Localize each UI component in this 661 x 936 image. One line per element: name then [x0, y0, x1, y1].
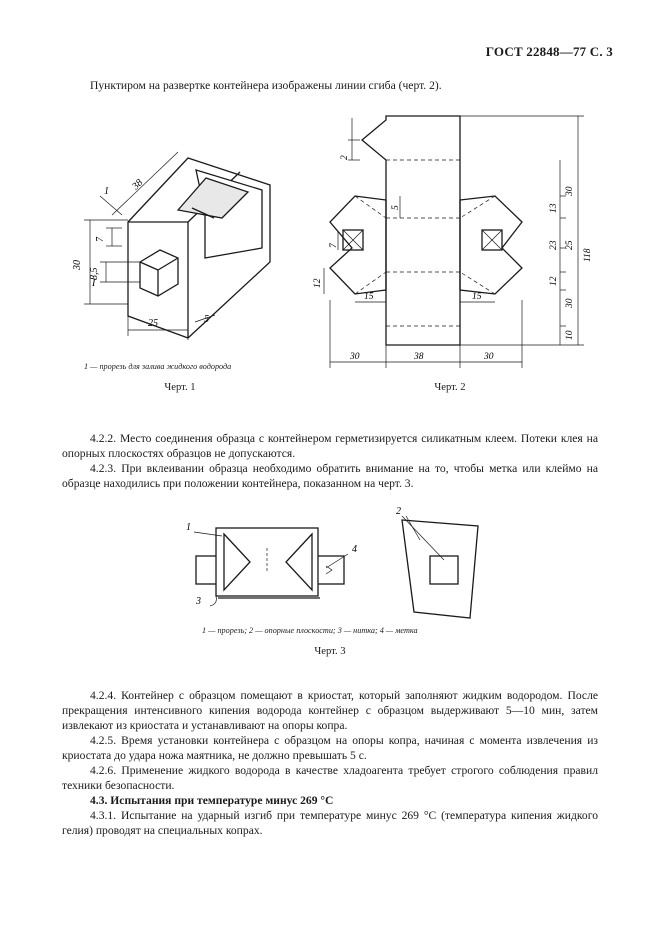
paragraph-4-2-4: 4.2.4. Контейнер с образцом помещают в криостат, который заполняют жидким водородом. После прекращения интенсивного кипения водорода контейнер с образцом выдерживают 5—10 мин, затем извлекают из криостата и устанавливают на опоры копра. — [62, 689, 598, 733]
paragraph-4-2-6: 4.2.6. Применение жидкого водорода в качестве хладоагента требует строгого соблюдения правил техники безопасности. — [62, 764, 598, 793]
fig2-dim-30-base-right: 30 — [484, 352, 494, 362]
fig1-dim-8-5: 8,5 — [89, 267, 100, 280]
fig2-dim-2: 2 — [340, 155, 350, 160]
fig3-label-1: 1 — [186, 522, 191, 533]
intro-paragraph: Пунктиром на развертке контейнера изображены линии сгиба (черт. 2). — [90, 79, 442, 92]
fig1-dim-30: 30 — [72, 260, 83, 270]
section-4-3-heading: 4.3. Испытания при температуре минус 269 °С — [90, 794, 334, 807]
fig2-dim-12-left: 12 — [313, 278, 323, 288]
fig2-dim-30-base-left: 30 — [350, 352, 360, 362]
fig2-dim-15-left: 15 — [364, 292, 374, 302]
fig2-dim-30-top: 30 — [565, 186, 575, 196]
fig1-label-i: I — [92, 278, 96, 289]
fig3-label-3: 3 — [196, 596, 201, 607]
fig1-dim-38: 38 — [130, 177, 146, 193]
figure-3-legend: 1 — прорезь; 2 — опорные плоскости; 3 — нитка; 4 — метка — [202, 626, 418, 635]
figure-2-caption: Черт. 2 — [434, 382, 466, 393]
fig2-dim-118: 118 — [583, 248, 593, 262]
figure-1-legend: 1 — прорезь для залива жидкого водорода — [84, 362, 232, 371]
fig2-dim-30-bottom: 30 — [565, 298, 575, 308]
fig2-dim-38-base: 38 — [414, 352, 424, 362]
fig2-dim-5: 5 — [391, 205, 401, 210]
fig1-dim-25: 25 — [148, 318, 158, 329]
figure-1-caption: Черт. 1 — [164, 382, 196, 393]
paragraph-4-2-5: 4.2.5. Время установки контейнера с образцом на опоры копра, начиная с момента извлечения из криостата до удара ножа маятника, не должно превышать 5 с. — [62, 734, 598, 763]
fig2-dim-10: 10 — [565, 330, 575, 340]
fig2-dim-25: 25 — [565, 240, 575, 250]
fig1-dim-5: 5 — [204, 314, 209, 325]
paragraph-4-3-1: 4.3.1. Испытание на ударный изгиб при температуре минус 269 °С (температура кипения жидкого гелия) проводят на специальных копрах. — [62, 809, 598, 838]
fig3-label-4: 4 — [352, 544, 357, 555]
fig2-dim-23: 23 — [549, 240, 559, 250]
fig2-dim-15-right: 15 — [472, 292, 482, 302]
fig2-dim-7: 7 — [329, 243, 339, 248]
fig3-label-2: 2 — [396, 506, 401, 517]
fig2-dim-13: 13 — [549, 203, 559, 213]
figure-3-caption: Черт. 3 — [314, 646, 346, 657]
page-header: ГОСТ 22848—77 С. 3 — [485, 44, 613, 59]
paragraph-4-2-2: 4.2.2. Место соединения образца с контейнером герметизируется силикатным клеем. Потеки клея на опорных плоскостях образцов не допускаются. — [62, 432, 598, 461]
fig2-dim-12-right: 12 — [549, 276, 559, 286]
paragraph-4-2-3: 4.2.3. При вклеивании образца необходимо обратить внимание на то, чтобы метка или клеймо на образце находились при положении контейнера, показанном на черт. 3. — [62, 462, 598, 491]
fig1-dim-7: 7 — [95, 237, 106, 242]
fig1-label-1: 1 — [104, 186, 109, 197]
